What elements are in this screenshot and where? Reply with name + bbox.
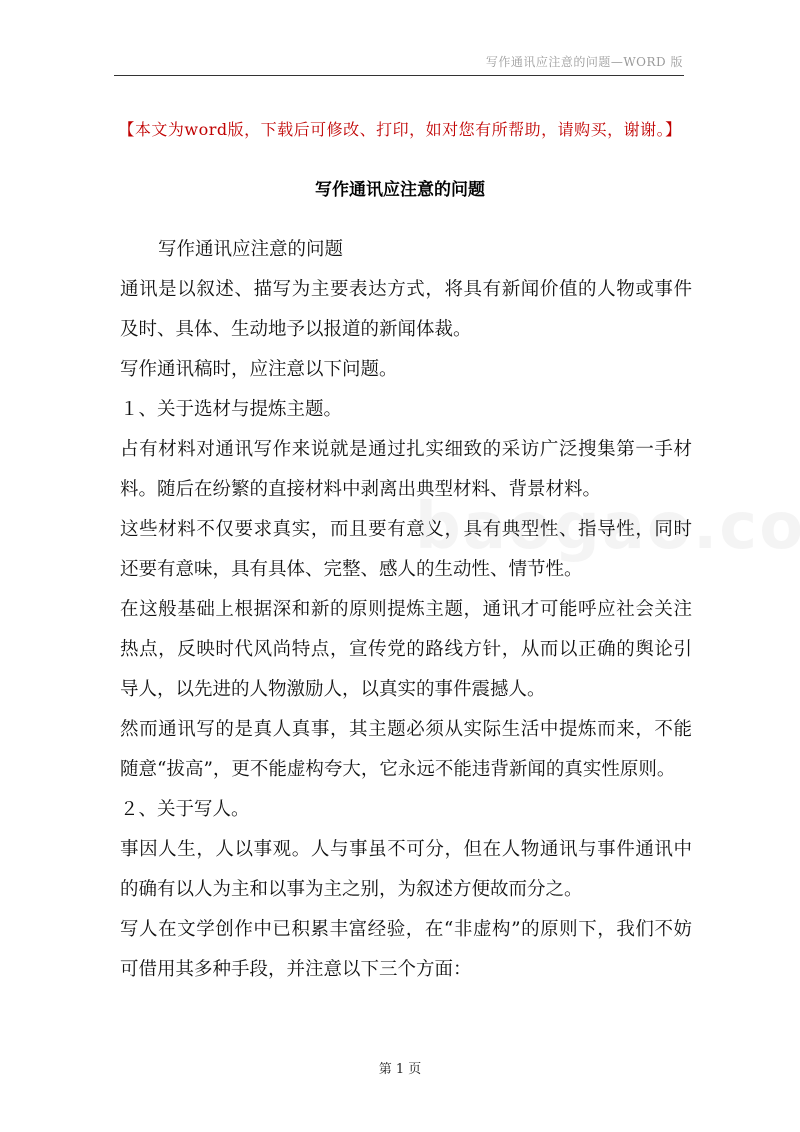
header-divider xyxy=(114,75,684,76)
document-body xyxy=(120,230,692,990)
body-paragraph: 然而通讯写的是真人真事，其主题必须从实际生活中提炼而来，不能随意“拔高”，更不能虚构夸大，它永远不能违背新闻的真实性原则。 xyxy=(120,719,692,780)
body-paragraph: 写作通讯稿时，应注意以下问题。 xyxy=(120,359,398,380)
body-paragraph: 写作通讯应注意的问题 xyxy=(158,239,344,260)
body-paragraph: 占有材料对通讯写作来说就是通过扎实细致的采访广泛搜集第一手材料。随后在纷繁的直接材料中剥离出典型材料、背景材料。 xyxy=(120,439,692,500)
document-title: 写作通讯应注意的问题 xyxy=(315,180,485,200)
section-heading: １、关于选材与提炼主题。 xyxy=(120,399,343,420)
body-paragraph: 这些材料不仅要求真实，而且要有意义，具有典型性、指导性，同时还要有意味，具有具体、完整、感人的生动性、情节性。 xyxy=(120,519,692,580)
running-header: 写作通讯应注意的问题—WORD 版 xyxy=(485,55,683,69)
body-paragraph: 事因人生，人以事观。人与事虽不可分，但在人物通讯与事件通讯中的确有以人为主和以事为主之别，为叙述方便故而分之。 xyxy=(120,839,692,900)
body-paragraph: 在这般基础上根据深和新的原则提炼主题，通讯才可能呼应社会关注热点，反映时代风尚特点，宣传党的路线方针，从而以正确的舆论引导人，以先进的人物激励人，以真实的事件震撼人。 xyxy=(120,599,692,700)
section-heading: ２、关于写人。 xyxy=(120,799,250,820)
body-paragraph: 通讯是以叙述、描写为主要表达方式，将具有新闻价值的人物或事件及时、具体、生动地予以报道的新闻体裁。 xyxy=(120,279,692,340)
body-paragraph: 写人在文学创作中已积累丰富经验，在“非虚构”的原则下，我们不妨可借用其多种手段，并注意以下三个方面： xyxy=(120,919,692,980)
purchase-notice: 【本文为word版，下载后可修改、打印，如对您有所帮助，请购买，谢谢。】 xyxy=(118,120,682,139)
page-number: 第 1 页 xyxy=(378,1062,422,1077)
